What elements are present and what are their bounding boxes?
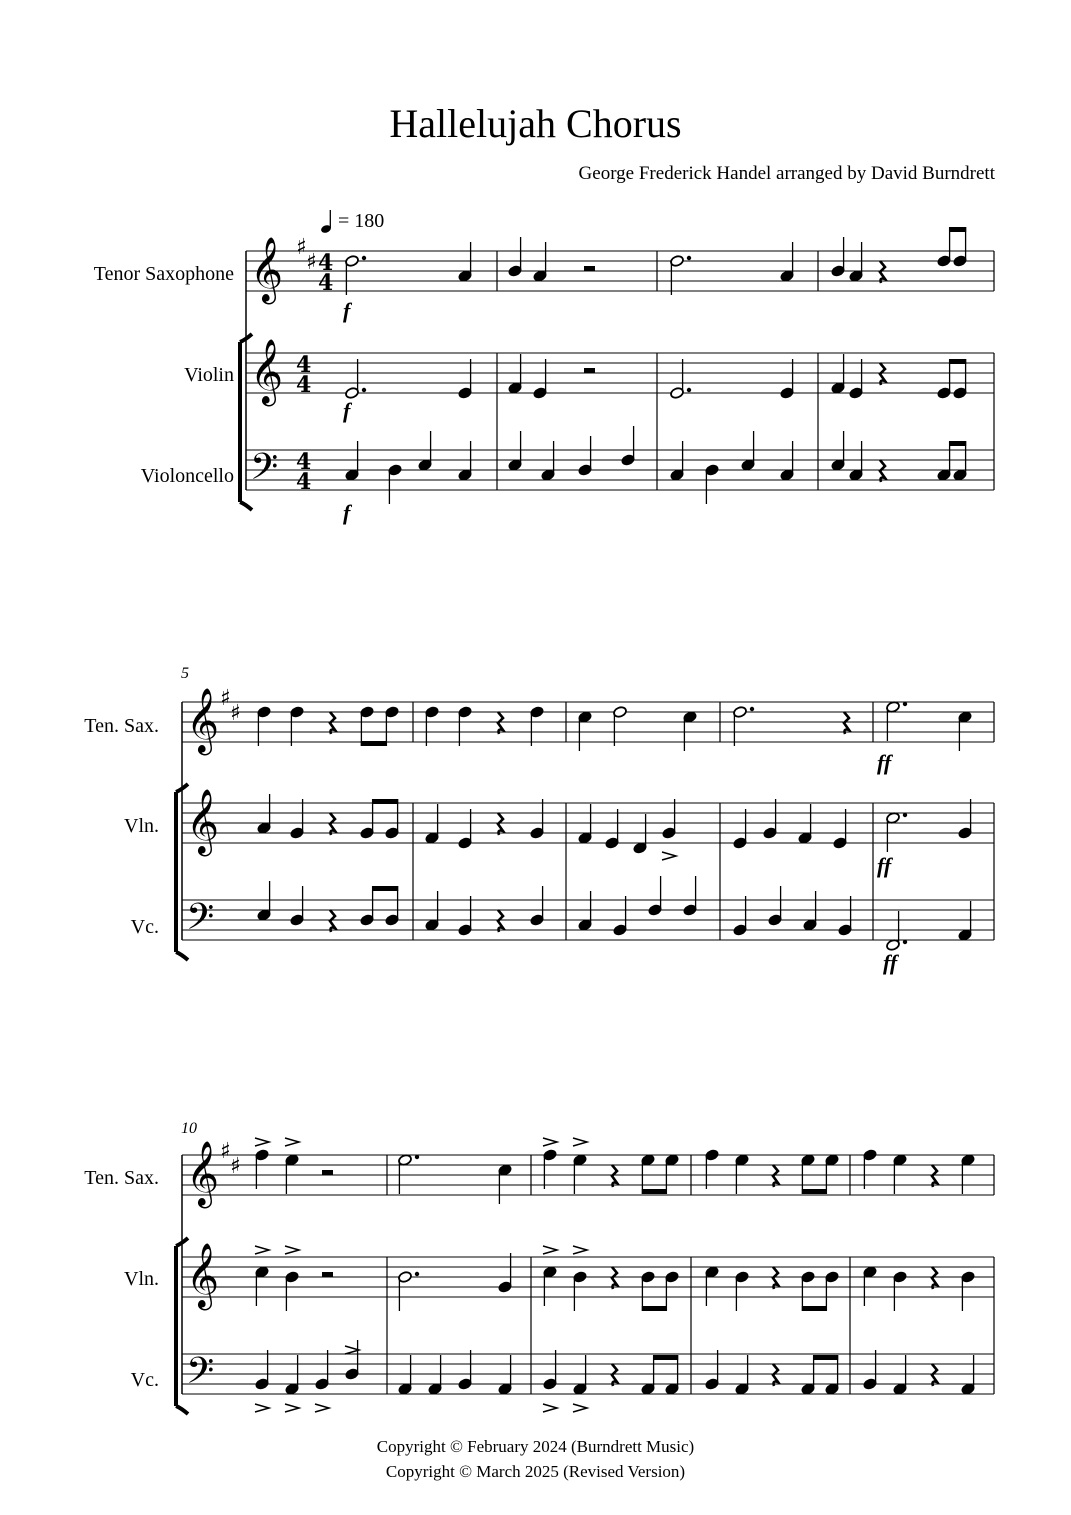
staff-violin (182, 1257, 994, 1297)
augmentation-dot (903, 940, 907, 944)
quarter-note (458, 1350, 473, 1390)
half-note (613, 706, 628, 746)
quarter-note (670, 441, 685, 481)
sharp-icon: ♯ (296, 235, 307, 260)
quarter-note (458, 809, 473, 849)
quarter-note (683, 711, 698, 751)
instrument-label: Vln. (124, 815, 159, 837)
copyright-line: Copyright © March 2025 (Revised Version) (385, 1462, 686, 1481)
quarter-note (530, 799, 545, 839)
quarter-note (780, 242, 795, 282)
half-note (886, 701, 901, 741)
treble-clef-icon: 𝄞 (186, 1243, 220, 1308)
quarter-note (937, 441, 952, 481)
quarter-rest-icon (612, 1267, 617, 1289)
dynamic-marking: f (343, 298, 351, 323)
quarter-note (665, 1271, 680, 1311)
quarter-note (705, 464, 720, 504)
svg-text:4: 4 (296, 352, 312, 378)
quarter-note (508, 354, 523, 394)
quarter-note (541, 441, 556, 481)
instrument-label: Violin (184, 364, 234, 386)
quarter-note (961, 1271, 976, 1311)
quarter-note (958, 901, 973, 941)
accent-mark (345, 1346, 359, 1354)
beam (802, 1189, 827, 1194)
notes-system-3 (255, 1138, 976, 1412)
quarter-note (578, 804, 593, 844)
half-note (733, 706, 748, 746)
quarter-note (345, 441, 360, 481)
score-title: Hallelujah Chorus (389, 101, 682, 146)
quarter-note (953, 359, 968, 399)
instrument-label: Ten. Sax. (84, 715, 159, 737)
quarter-note (633, 814, 648, 854)
quarter-note (863, 1350, 878, 1390)
half-note (670, 359, 685, 399)
accent-mark (543, 1404, 557, 1412)
quarter-note (360, 886, 375, 926)
accent-mark (285, 1404, 299, 1412)
quarter-note (705, 1149, 720, 1189)
quarter-rest-icon (498, 813, 503, 835)
augmentation-dot (415, 1272, 419, 1276)
quarter-rest-icon (498, 712, 503, 734)
quarter-note (257, 794, 272, 834)
beam (949, 359, 966, 364)
treble-clef-icon: 𝄞 (186, 688, 220, 753)
quarter-note (290, 706, 305, 746)
instrument-label: Vln. (124, 1268, 159, 1290)
dynamic-marking: f (343, 500, 351, 525)
quarter-note (953, 227, 968, 267)
svg-text:4: 4 (318, 270, 334, 296)
sharp-icon: ♯ (306, 250, 317, 275)
quarter-note (605, 809, 620, 849)
quarter-note (849, 242, 864, 282)
dynamic-marking: ff (877, 750, 892, 775)
quarter-rest-icon (330, 910, 335, 932)
quarter-note (937, 227, 952, 267)
accent-mark (573, 1246, 587, 1254)
quarter-note (958, 711, 973, 751)
accent-mark (285, 1138, 299, 1146)
quarter-rest-icon (612, 1165, 617, 1187)
quarter-note (498, 1164, 513, 1204)
quarter-note (648, 876, 663, 916)
quarter-note (849, 441, 864, 481)
bass-clef-icon: 𝄢 (250, 446, 279, 497)
quarter-rest-icon (773, 1364, 778, 1386)
quarter-rest-icon (773, 1267, 778, 1289)
quarter-rest-icon (773, 1165, 778, 1187)
quarter-note (255, 1350, 270, 1390)
notes-system-1 (345, 227, 968, 504)
quarter-note (425, 706, 440, 746)
quarter-note (458, 896, 473, 936)
quarter-note (578, 891, 593, 931)
quarter-note (508, 431, 523, 471)
quarter-note (641, 1355, 656, 1395)
quarter-note (428, 1355, 443, 1395)
system-1 (94, 227, 994, 525)
quarter-note (385, 799, 400, 839)
quarter-note (508, 237, 523, 277)
quarter-note (863, 1149, 878, 1189)
accent-mark (255, 1138, 269, 1146)
quarter-note (543, 1149, 558, 1189)
half-rest-icon (322, 1272, 333, 1277)
quarter-note (825, 1154, 840, 1194)
quarter-note (937, 359, 952, 399)
half-note (886, 812, 901, 852)
beam (802, 1306, 827, 1311)
quarter-note (530, 886, 545, 926)
quarter-note (543, 1350, 558, 1390)
quarter-note (831, 354, 846, 394)
quarter-rest-icon (330, 712, 335, 734)
quarter-note (458, 706, 473, 746)
quarter-note (398, 1355, 413, 1395)
quarter-note (533, 242, 548, 282)
quarter-note (735, 1154, 750, 1194)
beam (949, 227, 966, 232)
quarter-note (733, 809, 748, 849)
quarter-note (498, 1355, 513, 1395)
half-note (670, 255, 685, 295)
instrument-label: Tenor Saxophone (93, 263, 234, 285)
quarter-note (543, 1266, 558, 1306)
quarter-rest-icon (880, 261, 885, 283)
quarter-note (458, 242, 473, 282)
quarter-note (825, 1271, 840, 1311)
copyright-footer (0, 1434, 1071, 1484)
quarter-note (255, 1149, 270, 1189)
bass-clef-icon: 𝄢 (186, 1350, 215, 1401)
quarter-note (290, 886, 305, 926)
instrument-label: Vc. (130, 916, 159, 938)
quarter-note (733, 896, 748, 936)
quarter-note (838, 896, 853, 936)
beam (372, 886, 398, 891)
quarter-note (831, 237, 846, 277)
sharp-icon: ♯ (230, 701, 241, 726)
quarter-note (285, 1271, 300, 1311)
quarter-note (893, 1154, 908, 1194)
augmentation-dot (750, 707, 754, 711)
quarter-note (285, 1355, 300, 1395)
beam (949, 441, 966, 446)
beam (372, 799, 398, 804)
augmentation-dot (687, 256, 691, 260)
quarter-note (662, 799, 677, 839)
svg-text:4: 4 (296, 372, 312, 398)
quarter-note (621, 426, 636, 466)
beam (361, 741, 387, 746)
dynamic-marking: ff (883, 950, 898, 975)
quarter-rest-icon (844, 712, 849, 734)
quarter-note (893, 1271, 908, 1311)
half-note (345, 255, 360, 295)
quarter-note (530, 706, 545, 746)
quarter-note (831, 431, 846, 471)
quarter-note (458, 441, 473, 481)
quarter-note (360, 706, 375, 746)
augmentation-dot (415, 1155, 419, 1159)
accent-mark (255, 1246, 269, 1254)
beam (642, 1306, 667, 1311)
quarter-note (741, 431, 756, 471)
accent-mark (573, 1138, 587, 1146)
quarter-note (613, 896, 628, 936)
quarter-note (425, 891, 440, 931)
quarter-note (849, 359, 864, 399)
copyright-line: Copyright © February 2024 (Burndrett Music) (376, 1437, 695, 1456)
quarter-note (961, 1355, 976, 1395)
quarter-note (498, 1253, 513, 1293)
augmentation-dot (903, 702, 907, 706)
quarter-note (418, 431, 433, 471)
treble-clef-icon: 𝄞 (186, 1141, 220, 1206)
quarter-note (388, 464, 403, 504)
accent-mark (285, 1246, 299, 1254)
beam (653, 1355, 678, 1360)
quarter-note (641, 1271, 656, 1311)
quarter-note (257, 706, 272, 746)
quarter-note (255, 1266, 270, 1306)
quarter-rest-icon (612, 1364, 617, 1386)
quarter-note (763, 799, 778, 839)
accent-mark (255, 1404, 269, 1412)
quarter-note (290, 799, 305, 839)
quarter-rest-icon (932, 1165, 937, 1187)
quarter-note (825, 1355, 840, 1395)
quarter-note (665, 1154, 680, 1194)
augmentation-dot (362, 388, 366, 392)
quarter-note (360, 799, 375, 839)
sharp-icon: ♯ (220, 1139, 231, 1164)
half-note (886, 911, 901, 951)
augmentation-dot (903, 813, 907, 817)
quarter-note (425, 804, 440, 844)
staff-tenor-sax (182, 1155, 994, 1195)
quarter-note (768, 886, 783, 926)
half-note (398, 1154, 413, 1194)
quarter-rest-icon (498, 910, 503, 932)
half-note (345, 359, 360, 399)
quarter-note (735, 1355, 750, 1395)
quarter-note (665, 1355, 680, 1395)
accent-mark (573, 1404, 587, 1412)
half-note (398, 1271, 413, 1311)
treble-clef-icon: 𝄞 (250, 237, 284, 302)
svg-text:4: 4 (296, 469, 312, 495)
quarter-note (801, 1355, 816, 1395)
quarter-note (780, 441, 795, 481)
quarter-note (801, 1271, 816, 1311)
treble-clef-icon: 𝄞 (186, 789, 220, 854)
quarter-note (385, 706, 400, 746)
quarter-note (801, 1154, 816, 1194)
sharp-icon: ♯ (230, 1154, 241, 1179)
quarter-rest-icon (880, 460, 885, 482)
system-2 (84, 665, 994, 975)
quarter-note (578, 436, 593, 476)
barlines (497, 251, 994, 490)
quarter-note (953, 441, 968, 481)
quarter-rest-icon (880, 363, 885, 385)
quarter-note (893, 1355, 908, 1395)
quarter-note (705, 1350, 720, 1390)
half-rest-icon (322, 1170, 333, 1175)
accent-mark (543, 1246, 557, 1254)
half-rest-icon (584, 266, 595, 271)
quarter-rest-icon (932, 1364, 937, 1386)
notes-system-2 (257, 701, 973, 952)
quarter-note (803, 891, 818, 931)
composer-credit: George Frederick Handel arranged by David Burndrett (578, 163, 995, 184)
staff-tenor-sax (182, 702, 994, 742)
system-3 (84, 1120, 994, 1414)
quarter-note (458, 359, 473, 399)
quarter-note (780, 359, 795, 399)
quarter-note (315, 1350, 330, 1390)
tempo-value: = 180 (338, 209, 385, 232)
dynamic-marking: f (343, 398, 351, 423)
augmentation-dot (362, 256, 366, 260)
quarter-note (385, 886, 400, 926)
quarter-note (285, 1154, 300, 1194)
dynamic-marking: ff (877, 853, 892, 878)
quarter-note (533, 359, 548, 399)
augmentation-dot (687, 388, 691, 392)
accent-mark (315, 1404, 329, 1412)
measure-number: 5 (181, 665, 189, 682)
beam (642, 1189, 667, 1194)
quarter-note (958, 799, 973, 839)
svg-text:4: 4 (318, 250, 334, 276)
svg-text:4: 4 (296, 449, 312, 475)
quarter-note (798, 804, 813, 844)
quarter-note (578, 711, 593, 751)
quarter-note (257, 881, 272, 921)
quarter-note (961, 1154, 976, 1194)
instrument-label: Vc. (130, 1369, 159, 1391)
half-rest-icon (584, 368, 595, 373)
accent-mark (662, 852, 676, 860)
quarter-note (641, 1154, 656, 1194)
instrument-label: Violoncello (140, 465, 234, 487)
quarter-note (833, 809, 848, 849)
sharp-icon: ♯ (220, 686, 231, 711)
quarter-note (573, 1355, 588, 1395)
instrument-label: Ten. Sax. (84, 1167, 159, 1189)
quarter-note (683, 876, 698, 916)
quarter-rest-icon (330, 813, 335, 835)
quarter-note (705, 1266, 720, 1306)
accent-mark (543, 1138, 557, 1146)
quarter-note (573, 1271, 588, 1311)
quarter-note (735, 1271, 750, 1311)
measure-number: 10 (181, 1120, 197, 1137)
bass-clef-icon: 𝄢 (186, 896, 215, 947)
quarter-note (573, 1154, 588, 1194)
quarter-rest-icon (932, 1267, 937, 1289)
treble-clef-icon: 𝄞 (250, 339, 284, 404)
quarter-note (863, 1266, 878, 1306)
beam (813, 1355, 838, 1360)
